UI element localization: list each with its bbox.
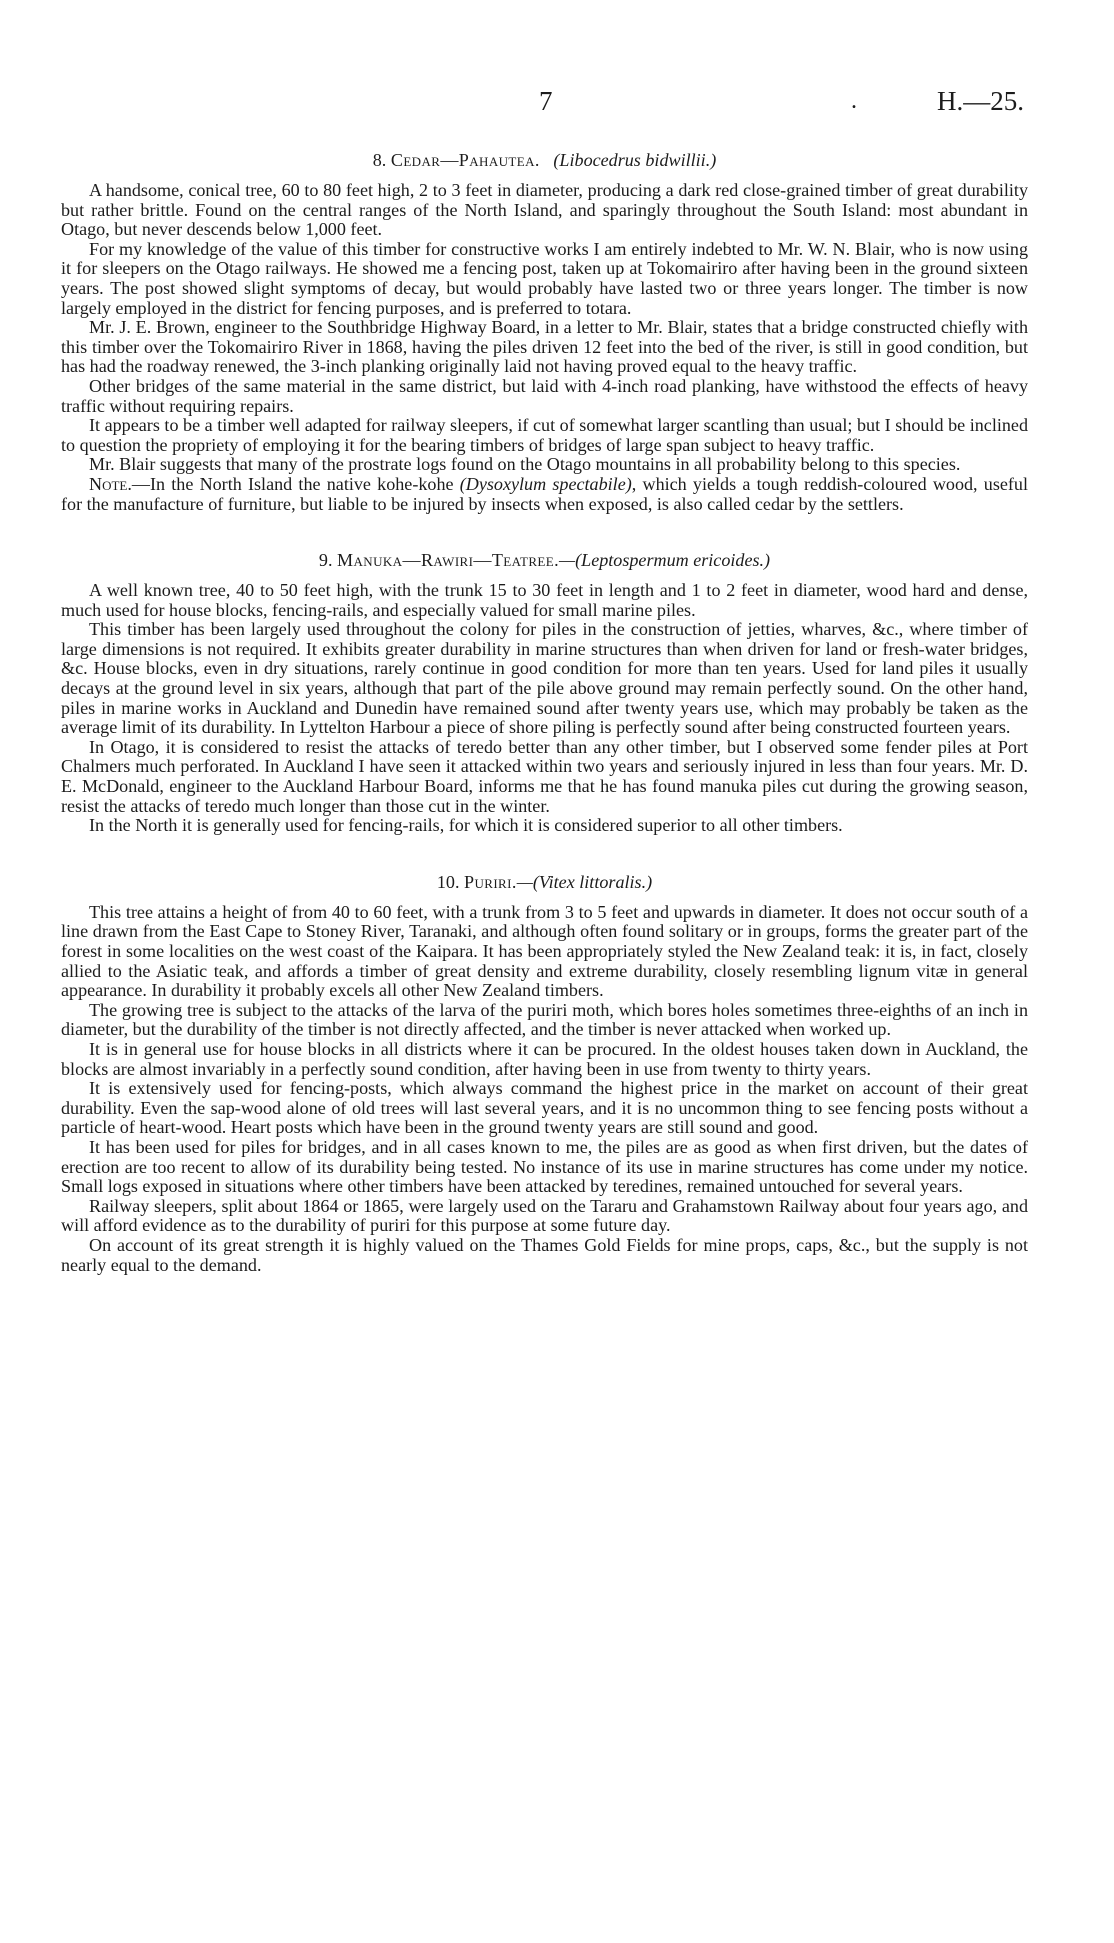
paragraph: The growing tree is subject to the attacks of the larva of the puriri moth, which bores holes sometimes three-eighths of an inch in diameter, but the durability of the timber is not directly affected, and the timber is never attacked when worked up. (61, 999, 1028, 1040)
paragraph: For my knowledge of the value of this timber for constructive works I am entirely indebted to Mr. W. N. Blair, who is now using it for sleepers on the Otago railways. He showed me a fencing post, taken up at Tokomairiro after having been in the ground sixteen years. The post showed slight symptoms of decay, but would probably have lasted two or three years longer. The timber is now largely employed in the district for fencing purposes, and is preferred to totara. (61, 238, 1028, 318)
botanical-name: —(Leptospermum ericoides.) (559, 550, 771, 571)
paragraph: Other bridges of the same material in the same district, but laid with 4-inch road planking, have withstood the effects of heavy traffic without requiring repairs. (61, 375, 1028, 416)
paragraph: This tree attains a height of from 40 to 60 feet, with a trunk from 3 to 5 feet and upwards in diameter. It does not occur south of a line drawn from the East Cape to Stoney River, Taranaki, and although often found solitary or in groups, forms the greater part of the forest in some localities on the west coast of the Kaipara. It has been appropriately styled the New Zealand teak: it is, in fact, closely allied to the Asiatic teak, and affords a timber of great density and extreme durability, closely resembling lignum vitæ in general appearance. In durability it probably excels all other New Zealand timbers. (61, 901, 1028, 1001)
paragraph: It appears to be a timber well adapted for railway sleepers, if cut of somewhat larger scantling than usual; but I should be inclined to question the propriety of employing it for the bearing timbers of bridges of large span subject to heavy traffic. (61, 415, 1028, 455)
paragraph: A handsome, conical tree, 60 to 80 feet high, 2 to 3 feet in diameter, producing a dark red close-grained timber of great durability but rather brittle. Found on the central ranges of the North Island, and sparingly throughout the South Island: most abundant in Otago, but never descends below 1,000 feet. (61, 180, 1028, 240)
paragraph: Railway sleepers, split about 1864 or 1865, were largely used on the Tararu and Grahamstown Railway about four years ago, and will afford evidence as to the durability of puriri for this purpose at some future day. (61, 1195, 1028, 1236)
section-heading (61, 550, 1028, 570)
paragraph: This timber has been largely used throughout the colony for piles in the construction of jetties, wharves, &c., where timber of large dimensions is not required. It exhibits greater durability in marine structures than when driven for land or fresh-water bridges, &c. House blocks, even in dry situations, rarely continue in good condition for more than ten years. Used for land piles it usually decays at the ground level in six years, although that part of the pile above ground may remain perfectly sound. On the other hand, piles in marine works in Auckland and Dunedin have remained sound after twenty years use, which may probably be taken as the average limit of its durability. In Lyttelton Harbour a piece of shore piling is perfectly sound after being constructed fourteen years. (61, 619, 1028, 738)
note-label: Note. (89, 473, 132, 494)
paragraph: It has been used for piles for bridges, and in all cases known to me, the piles are as good as when first driven, but the dates of erection are too recent to allow of its durability being tested. No instance of its use in marine structures has come under my notice. Small logs exposed in situations where other timbers have been attacked by teredines, remained untouched for several years. (61, 1136, 1028, 1197)
section-puriri (61, 872, 1028, 1275)
paragraph: In the North it is generally used for fencing-rails, for which it is considered superior to all other timbers. (89, 815, 843, 836)
botanical-name: (Libocedrus bidwillii.) (553, 150, 717, 170)
section-title: Cedar—Pahautea. (390, 150, 540, 170)
running-header (61, 86, 1028, 126)
section-title: Puriri. (464, 871, 517, 892)
section-title: Manuka—Rawiri—Teatree. (337, 550, 560, 571)
section-number: 8. (372, 150, 387, 170)
paragraph: Mr. Blair suggests that many of the prostrate logs found on the Otago mountains in all probability belong to this species. (89, 454, 961, 475)
section-heading (61, 872, 1028, 892)
paragraph: A well known tree, 40 to 50 feet high, with the trunk 15 to 30 feet in length and 1 to 2 feet in diameter, wood hard and dense, much used for house blocks, fencing-rails, and especially valued for small marine piles. (61, 580, 1028, 620)
section-manuka (61, 550, 1028, 836)
paragraph: Mr. J. E. Brown, engineer to the Southbridge Highway Board, in a letter to Mr. Blair, states that a bridge constructed chiefly with this timber over the Tokomairiro River in 1868, having the piles driven 12 feet into the bed of the river, is still in good condition, but has had the roadway renewed, the 3-inch planking originally laid not having proved equal to the heavy traffic. (61, 317, 1028, 377)
section-heading (61, 150, 1028, 170)
section-cedar (61, 150, 1028, 514)
note-paragraph (61, 475, 1028, 514)
note-botanical-name: (Dysoxylum spectabile) (459, 473, 632, 494)
header-dot: . (851, 88, 857, 114)
section-number: 9. (318, 550, 333, 571)
page-number: 7 (539, 86, 553, 116)
note-text: , which yields a tough reddish-coloured wood, useful for the manufacture of furniture, but liable to be injured by insects when exposed, is also called cedar by the settlers. (61, 473, 1028, 514)
sections-container (61, 150, 1028, 1275)
document-code: H.—25. (937, 86, 1024, 116)
section-number: 10. (436, 871, 460, 892)
paragraph: It is extensively used for fencing-posts, which always command the highest price in the market on account of their great durability. Even the sap-wood alone of old trees will last several years, and it is no uncommon thing to see fencing posts without a particle of heart-wood. Heart posts which have been in the ground twenty years are still sound and good. (61, 1078, 1028, 1138)
botanical-name: —(Vitex littoralis.) (516, 871, 653, 892)
paragraph: It is in general use for house blocks in all districts where it can be procured. In the oldest houses taken down in Auckland, the blocks are almost invariably in a perfectly sound condition, after having been in use from twenty to thirty years. (61, 1038, 1028, 1079)
note-text: —In the North Island the native kohe-kohe (131, 473, 460, 494)
paragraph: In Otago, it is considered to resist the attacks of teredo better than any other timber, but I observed some fender piles at Port Chalmers much perforated. In Auckland I have seen it attacked within two years and seriously injured in less than four years. Mr. D. E. McDonald, engineer to the Auckland Harbour Board, informs me that he has found manuka piles cut during the growing season, resist the attacks of teredo much longer than those cut in the winter. (61, 736, 1028, 816)
paragraph: On account of its great strength it is highly valued on the Thames Gold Fields for mine props, caps, &c., but the supply is not nearly equal to the demand. (61, 1234, 1028, 1275)
